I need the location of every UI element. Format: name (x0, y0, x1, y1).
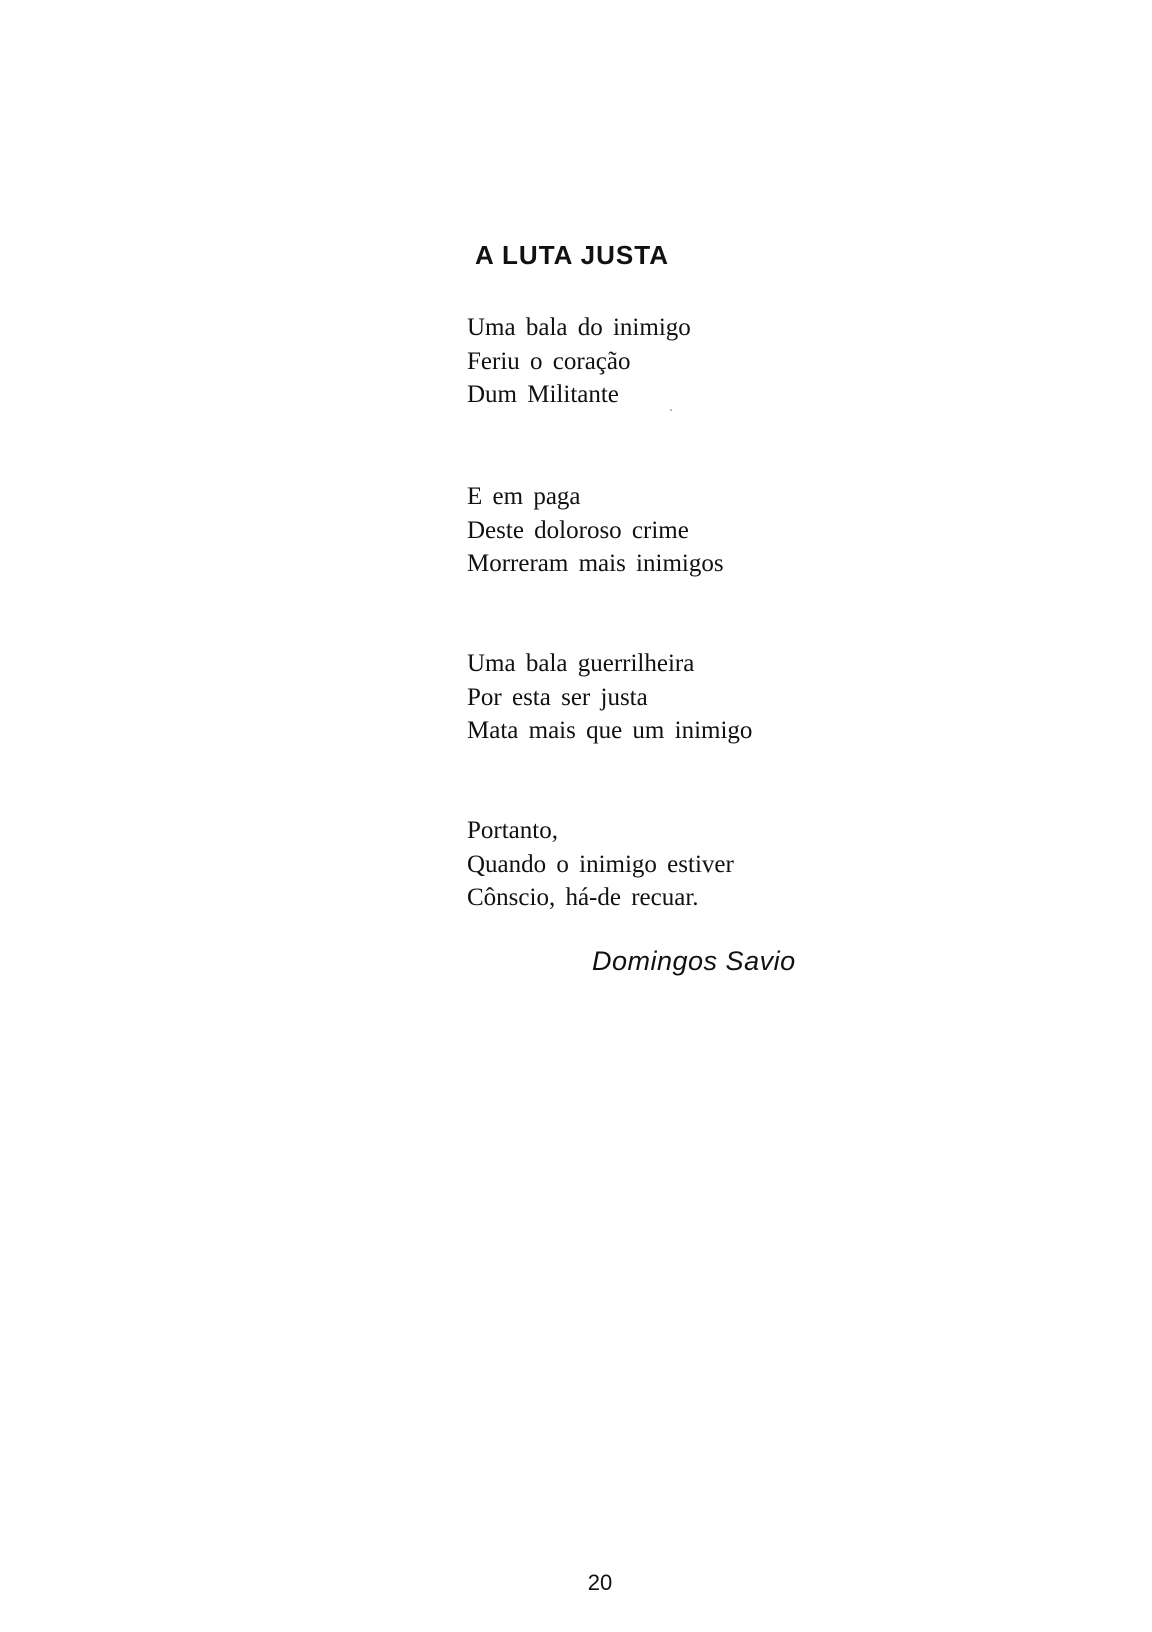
poem-line: Dum Militante (467, 381, 619, 408)
poem-stanza-1 (467, 311, 691, 412)
page-number: 20 (587, 1570, 613, 1595)
poem-line: Feriu o coração (467, 347, 631, 375)
poem-stanza-2 (467, 480, 724, 581)
poem-author: Domingos Savio (592, 946, 796, 976)
poem-line: Uma bala do inimigo (467, 314, 691, 341)
poem-title: A LUTA JUSTA (475, 240, 669, 270)
poem-stanza-3 (467, 647, 752, 748)
poem-line: Mata mais que um inimigo (467, 717, 753, 744)
poem-stanza-4 (467, 814, 734, 915)
poem-line: Por esta ser justa (467, 683, 648, 711)
poem-line: Quando o inimigo estiver (467, 850, 734, 878)
poem-line: Uma bala guerrilheira (467, 650, 695, 677)
poem-line: E em paga (467, 483, 581, 510)
poem-line: Cônscio, há-de recuar. (467, 884, 699, 911)
poem-line: Deste doloroso crime (467, 516, 689, 544)
poem-line: Morreram mais inimigos (467, 550, 724, 577)
scan-speck (670, 409, 672, 411)
poem-line: Portanto, (467, 817, 558, 844)
